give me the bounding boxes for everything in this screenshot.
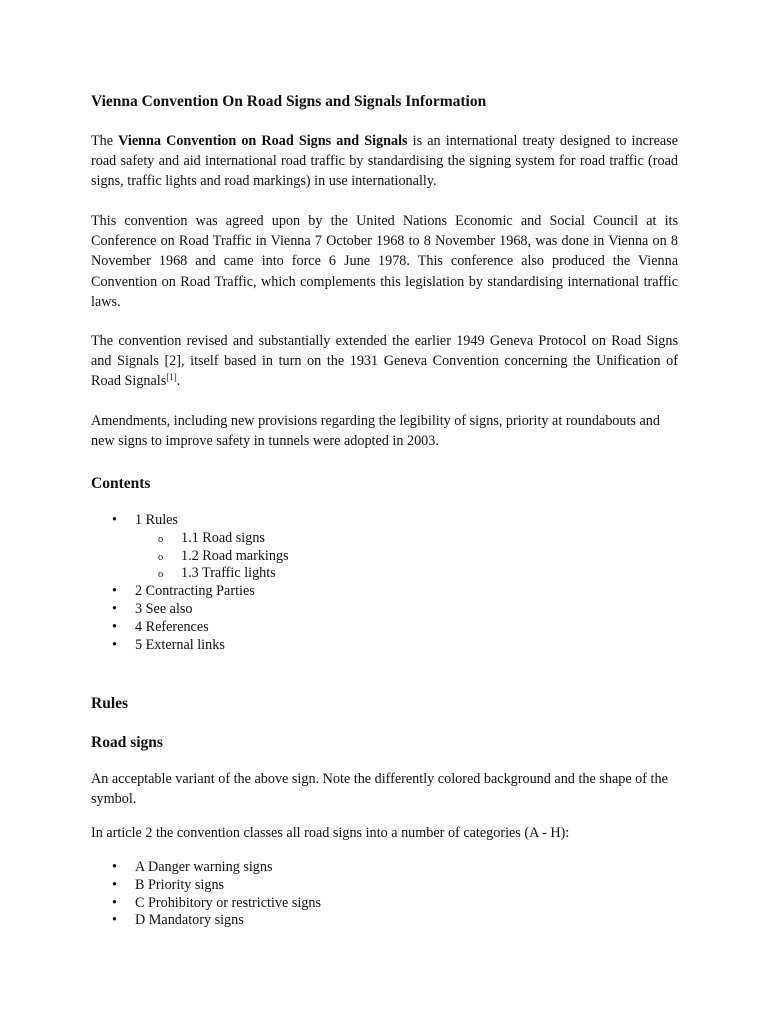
contents-item-label: 1.2 Road markings — [181, 547, 289, 564]
intro-paragraph — [91, 131, 678, 192]
circle-bullet-icon: o — [158, 569, 164, 581]
categories-list — [91, 859, 321, 930]
revision-paragraph — [91, 331, 678, 392]
circle-bullet-icon: o — [158, 533, 164, 545]
contents-subitem[interactable] — [91, 565, 289, 583]
category-item — [91, 859, 321, 877]
contents-item-label: 4 References — [135, 618, 209, 635]
category-item — [91, 895, 321, 913]
contents-heading: Contents — [91, 475, 151, 492]
category-item-label: A Danger warning signs — [135, 859, 273, 875]
contents-item[interactable] — [91, 512, 289, 530]
category-item — [91, 877, 321, 895]
amendments-paragraph: Amendments, including new provisions regarding the legibility of signs, priority at roundabouts and new signs to improve safety in tunnels were adopted in 2003. — [91, 413, 660, 450]
contents-item[interactable] — [91, 601, 289, 619]
bullet-icon: • — [112, 912, 117, 929]
bullet-icon: • — [112, 583, 117, 600]
contents-subitem[interactable] — [91, 548, 289, 566]
contents-item[interactable] — [91, 637, 289, 655]
contents-item-label: 1 Rules — [135, 512, 178, 528]
contents-list — [91, 512, 289, 654]
contents-item[interactable] — [91, 583, 289, 601]
categories-intro-paragraph: In article 2 the convention classes all road signs into a number of categories (A - H): — [91, 825, 570, 841]
bullet-icon: • — [112, 618, 117, 635]
bullet-icon: • — [112, 876, 117, 893]
contents-item-label: 1.1 Road signs — [181, 529, 265, 546]
revision-text: The convention revised and substantially extended the earlier 1949 Geneva Protocol on Road Signs and Signals [2], itself based in turn on the 1931 Geneva Convention concerning the Unification of Road Signals — [91, 333, 678, 390]
bullet-icon: • — [112, 894, 117, 911]
category-item-label: C Prohibitory or restrictive signs — [135, 894, 321, 911]
revision-end: . — [176, 373, 181, 390]
variant-paragraph: An acceptable variant of the above sign. Note the differently colored background and the shape of the symbol. — [91, 771, 668, 808]
agreement-paragraph: This convention was agreed upon by the United Nations Economic and Social Council at its Conference on Road Traffic in Vienna 7 October 1968 to 8 November 1968, was done in Vienna on 8 November 1968 and came into force 6 June 1978. This conference also produced the Vienna Convention on Road Traffic, which complements this legislation by standardising international traffic laws. — [91, 213, 678, 310]
bullet-icon: • — [112, 636, 117, 653]
contents-item[interactable] — [91, 619, 289, 637]
contents-item-label: 5 External links — [135, 636, 225, 653]
contents-item-label: 1.3 Traffic lights — [181, 565, 276, 582]
circle-bullet-icon: o — [158, 551, 164, 563]
category-item-label: D Mandatory signs — [135, 912, 244, 929]
bullet-icon: • — [112, 600, 117, 617]
bullet-icon: • — [112, 859, 117, 875]
bullet-icon: • — [112, 512, 117, 528]
intro-bold-term: Vienna Convention on Road Signs and Signals — [118, 133, 408, 149]
road-signs-heading: Road signs — [91, 734, 163, 751]
intro-lead: The — [91, 133, 119, 149]
category-item — [91, 912, 321, 930]
footnote-ref[interactable]: [1] — [166, 372, 177, 383]
intro-rest: is an international treaty designed to increase road safety and aid international road traffic by standardising the signing system for road traffic (road signs, traffic lights and road markings) in use internationally. — [91, 133, 679, 190]
rules-heading: Rules — [91, 695, 129, 712]
contents-item-label: 2 Contracting Parties — [135, 583, 255, 600]
document-title: Vienna Convention On Road Signs and Signals Information — [91, 93, 487, 110]
contents-item-label: 3 See also — [135, 600, 193, 617]
category-item-label: B Priority signs — [135, 876, 225, 893]
contents-subitem[interactable] — [91, 530, 289, 548]
